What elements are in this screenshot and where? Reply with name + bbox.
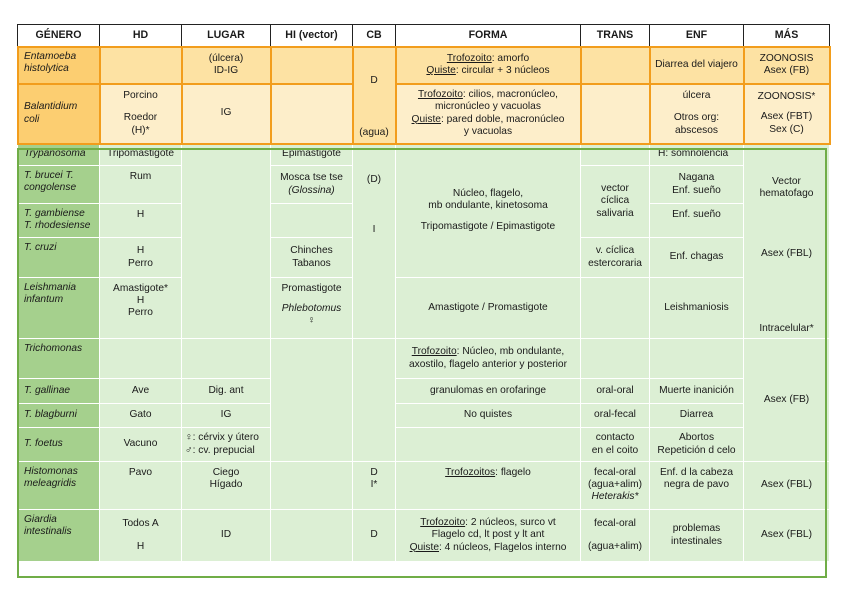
mas-cell: Asex (FBL) [744,510,830,562]
enf-cell: Leishmaniosis [650,278,744,339]
trans-cell [581,462,650,510]
mas-line: Asex (FBT) [760,111,813,123]
row-balantidium [18,84,830,144]
cb-value: D [370,467,378,478]
trans-line: vector [601,183,629,195]
trans-line: estercoraria [588,257,642,269]
forma-cell: Amastigote / Promastigote [396,278,581,339]
forma-line: Trofozoito: Núcleo, mb ondulante, [411,346,565,358]
lugar-cell [182,144,271,339]
hi-cell: Epimastigote [271,144,353,166]
hi-cell [271,278,353,339]
genus-cell: Entamoeba histolytica [18,47,100,84]
mas-line: Asex (FBL) [761,248,812,260]
trans-line: salivaria [596,207,634,219]
lugar-cell: IG [182,404,271,428]
enf-cell: H: somnolencia [650,144,744,166]
enf-line: úlcera [682,90,711,102]
hd-line: Roedor [123,112,158,124]
forma-line: Quiste: pared doble, macronúcleo [411,113,565,125]
trans-line: (agua+alim) [587,479,643,491]
forma-line: Quiste: circular + 3 núcleos [426,65,550,76]
header-hi-vector: HI (vector) [271,25,353,47]
cb-value: D [370,75,378,86]
mas-cell [744,47,830,84]
cb-cell [353,144,396,339]
genus-cell: T. gallinae [18,379,100,404]
row-giardia [18,510,830,562]
enf-line: Nagana [678,172,715,184]
hd-line: Perro [128,307,153,319]
mas-cell [744,144,830,339]
trans-line: v. cíclica [595,245,635,257]
mas-cell [744,84,830,144]
lugar-cell [182,47,271,84]
enf-cell [650,510,744,562]
header-forma: FORMA [396,25,581,47]
mas-line: Intracelular* [759,322,814,334]
enf-cell [650,428,744,462]
trans-cell [581,166,650,238]
trans-line: (agua+alim) [587,540,643,552]
cb-value: (D) [366,174,382,185]
lugar-line: Ciego [212,467,240,478]
forma-cell: No quistes [396,404,581,428]
forma-cell [396,84,581,144]
row-trypanosoma [18,144,830,166]
hd-cell [100,47,182,84]
hi-line: Phlebotomus [281,303,342,315]
header-trans: TRANS [581,25,650,47]
forma-cell [396,144,581,278]
hi-cell [271,238,353,278]
hd-line: H [136,245,145,257]
header-enf: ENF [650,25,744,47]
enf-cell: Diarrea [650,404,744,428]
lugar-line: (úlcera) [208,52,244,64]
forma-line: Trofozoito: cilios, macronúcleo, [417,89,559,101]
hi-cell [271,204,353,238]
mas-line: hematofago [759,188,814,200]
enf-line: abscesos [674,124,719,136]
forma-cell [396,339,581,379]
mas-line: ZOONOSIS* [757,91,816,103]
hd-cell [100,238,182,278]
trans-cell [581,47,650,84]
enf-line: Abortos [678,432,715,444]
lugar-cell: ID [182,510,271,562]
forma-line: axostilo, flagelo anterior y posterior [409,358,567,370]
trans-cell [581,428,650,462]
enf-cell: Enf. chagas [650,238,744,278]
genus-cell: Giardia intestinalis [18,510,100,562]
forma-line: Quiste: 4 núcleos, Flagelos interno [409,541,567,553]
forma-line: Trofozoito: 2 núcleos, surco vt [420,517,556,529]
hd-cell: Vacuno [100,428,182,462]
genus-cell: Trichomonas [18,339,100,379]
lugar-line: ♂: cv. prepucial [185,444,255,456]
genus-cell: T. foetus [18,428,100,462]
forma-line: Núcleo, flagelo, [452,188,524,200]
forma-line: Trofozoito: amorfo [446,52,530,64]
enf-cell [650,462,744,510]
enf-line: Enf. sueño [672,184,721,196]
hi-line: (Glossina) [288,184,335,196]
lugar-line: ♀: cérvix y útero [185,432,259,444]
genus-cell: Histomonas meleagridis [18,462,100,510]
genus-cell: T. cruzi [18,238,100,278]
mas-line: Vector [772,176,801,187]
enf-cell [650,339,744,379]
hd-cell [100,278,182,339]
trans-cell: oral-fecal [581,404,650,428]
hi-cell [271,47,353,84]
hd-line: H [136,295,145,307]
row-t-foetus [18,428,830,462]
hd-cell: Gato [100,404,182,428]
hi-line: Mosca tse tse [280,172,343,184]
hi-line: Tabanos [292,257,331,269]
female-icon: ♀ [307,315,316,327]
lugar-cell: Dig. ant [182,379,271,404]
cb-cell [353,462,396,510]
trans-cell [581,278,650,339]
hd-cell: Pavo [100,462,182,510]
cb-value: I [372,224,376,236]
header-cb: CB [353,25,396,47]
enf-line: Enf. d la cabeza [659,467,734,478]
hd-cell: H [100,204,182,238]
forma-cell [396,428,581,462]
hi-line: Promastigote [281,283,342,294]
enf-cell [650,166,744,204]
trans-cell [581,144,650,166]
hd-line: Porcino [123,90,158,102]
hd-cell [100,84,182,144]
row-t-blagburni [18,404,830,428]
genus-cell: Leishmania infantum [18,278,100,339]
header-hd: HD [100,25,182,47]
genus-cell: Trypanosoma [18,144,100,166]
row-trichomonas [18,339,830,379]
enf-line: problemas [672,523,721,535]
cb-cell [353,47,396,144]
forma-line: Flagelo cd, lt post y lt ant [431,529,545,541]
genus-cell: Balantidium coli [18,84,100,144]
lugar-cell [182,339,271,379]
header-lugar: LUGAR [182,25,271,47]
mas-line: Sex (C) [769,123,804,135]
row-t-gallinae [18,379,830,404]
enf-cell: Enf. sueño [650,204,744,238]
hd-line: Amastigote* [113,283,168,294]
hd-cell [100,510,182,562]
trans-cell [581,84,650,144]
genus-cell: T. brucei T. congolense [18,166,100,204]
hi-cell [271,339,353,462]
trans-line: cíclica [600,195,630,207]
hd-cell: Rum [100,166,182,204]
enf-cell: Diarrea del viajero [650,47,744,84]
hd-cell [100,339,182,379]
enf-cell [650,84,744,144]
trans-line: Heterakis* [591,491,639,503]
forma-cell: granulomas en orofaringe [396,379,581,404]
hd-cell: Tripomastigote [100,144,182,166]
lugar-cell: IG [182,84,271,144]
enf-line: intestinales [671,535,722,547]
forma-line: micronúcleo y vacuolas [435,101,541,113]
hi-cell [271,166,353,204]
header-row [18,25,830,47]
hd-line: Todos A [122,518,159,530]
forma-cell [396,510,581,562]
trans-line: contacto [595,432,635,444]
hi-cell [271,84,353,144]
header-genero: GÉNERO [18,25,100,47]
lugar-cell [182,462,271,510]
cb-value: I* [370,479,378,491]
trans-cell [581,510,650,562]
hi-cell [271,510,353,562]
forma-line: y vacuolas [463,125,513,137]
forma-line: mb ondulante, kinetosoma [428,200,548,212]
enf-line: negra de pavo [663,479,730,491]
hi-line: Chinches [290,245,333,257]
hd-cell: Ave [100,379,182,404]
cb-cell: D [353,510,396,562]
enf-line: Repetición d celo [657,444,736,456]
enf-line: Otros org: [673,112,720,124]
trans-cell: oral-oral [581,379,650,404]
enf-cell: Muerte inanición [650,379,744,404]
trans-cell [581,238,650,278]
hd-line: (H)* [131,124,150,136]
cb-value: (agua) [359,127,389,139]
forma-cell [396,47,581,84]
lugar-line: Hígado [209,479,243,491]
cb-cell [353,339,396,462]
hd-line: H [136,540,145,552]
mas-cell: Asex (FB) [744,339,830,462]
trans-line: fecal-oral [594,467,636,478]
genus-cell: T. gambiense T. rhodesiense [18,204,100,238]
mas-line: ZOONOSIS [759,52,814,64]
forma-line: Tripomastigote / Epimastigote [420,220,556,232]
protozoa-table [17,24,830,562]
mas-cell: Asex (FBL) [744,462,830,510]
hi-cell [271,462,353,510]
hd-line: Perro [128,257,153,269]
header-mas: MÁS [744,25,830,47]
forma-cell: Trofozoitos: flagelo [396,462,581,510]
row-leishmania [18,278,830,339]
trans-cell [581,339,650,379]
lugar-cell [182,428,271,462]
row-histomonas [18,462,830,510]
row-entamoeba [18,47,830,84]
genus-cell: T. blagburni [18,404,100,428]
lugar-line: ID-IG [213,65,239,76]
mas-line: Asex (FB) [763,65,810,76]
trans-line: en el coito [591,444,639,456]
trans-line: fecal-oral [594,518,636,530]
